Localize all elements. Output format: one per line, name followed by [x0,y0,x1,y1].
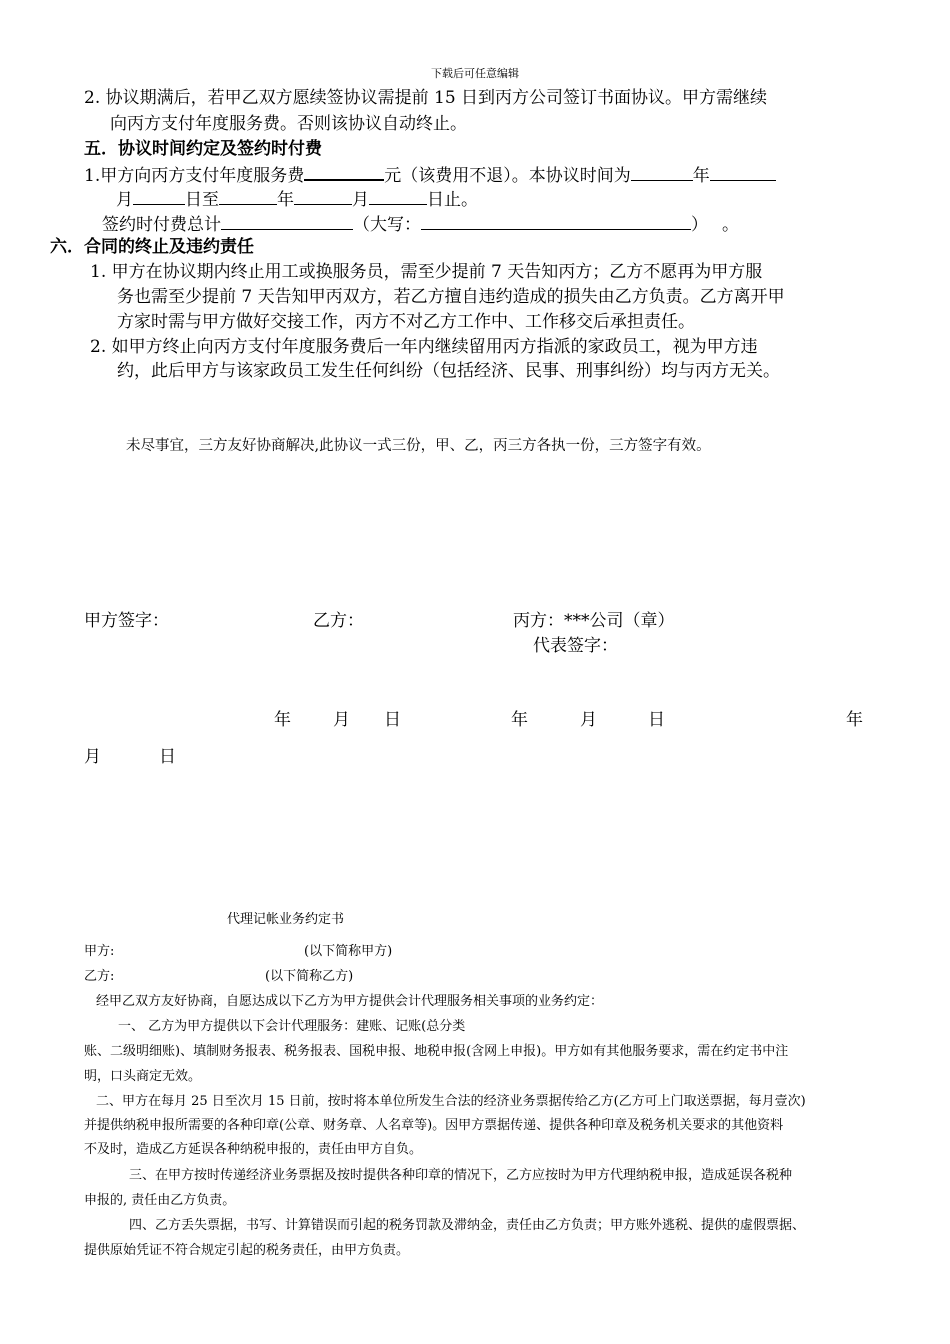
agreement2-party-a-note: (以下简称甲方) [304,944,393,959]
clause1-line1: 一、 乙方为甲方提供以下会计代理服务：建账、记账(总分类 [118,1019,466,1034]
date-b-year: 年 [511,710,528,730]
total-label: 签约时付费总计 [102,215,221,235]
section4-item2-line1: 2. 协议期满后，若甲乙双方愿续签协议需提前 15 日到丙方公司签订书面协议。甲方需继续 [84,88,768,108]
end-year-label: 年 [277,190,294,210]
section6-item1-line1: 1. 甲方在协议期内终止用工或换服务员，需至少提前 7 天告知丙方；乙方不愿再为甲方服 [90,262,763,282]
page-header: 下载后可任意编辑 [431,67,519,80]
clause3-line2: 申报的, 责任由乙方负责。 [84,1193,236,1208]
start-day-blank [133,190,185,205]
party-b-signature: 乙方： [313,611,364,631]
section6-item1-line3: 方家时需与甲方做好交接工作，丙方不对乙方工作中、工作移交后承担责任。 [117,312,695,332]
end-month-blank [294,190,352,205]
clause4-line1: 四、乙方丢失票据，书写、计算错误而引起的税务罚款及滞纳金，责任由乙方负责；甲方账外逃税、提供的虚假票据、 [129,1218,806,1233]
end-year-blank [219,190,277,205]
clause2-line1: 二、甲方在每月 25 日至次月 15 日前，按时将本单位所发生合法的经济业务票据传给乙方(乙方可上门取送票据，每月壹次) [96,1094,806,1109]
date-c-day: 日 [159,747,176,767]
agreement2-intro: 经甲乙双方友好协商，自愿达成以下乙方为甲方提供会计代理服务相关事项的业务约定： [96,994,604,1009]
clause1-line2: 账、二级明细账)、填制财务报表、税务报表、国税申报、地税申报(含网上申报)。甲方如有其他服务要求，需在约定书中注 [84,1044,789,1059]
date-c-month: 月 [84,747,101,767]
date-a-year: 年 [274,710,291,730]
date-c-year: 年 [846,710,863,730]
capital-label: （大写： [353,215,421,235]
clause3-line1: 三、在甲方按时传递经济业务票据及按时提供各种印章的情况下，乙方应按时为甲方代理纳税申报，造成延误各税种 [129,1168,793,1183]
agreement2-title: 代理记帐业务约定书 [227,912,345,927]
party-c-signature: 丙方：***公司（章） [513,611,675,631]
section5-line3 [102,215,739,234]
fee-blank [304,165,384,181]
date-b-month: 月 [580,710,597,730]
clause2-line2: 并提供纳税申报所需要的各种印章(公章、财务章、人名章等)。因甲方票据传递、提供各种印章及税务机关要求的其他资料 [84,1118,784,1133]
representative-signature: 代表签字： [533,636,618,656]
section5-line2 [116,190,478,209]
section6-title: 六．合同的终止及违约责任 [50,237,254,257]
fee-label: 1.甲方向丙方支付年度服务费 [84,166,305,186]
closing-text: 未尽事宜，三方友好协商解决,此协议一式三份，甲、乙，丙三方各执一份，三方签字有效。 [126,438,711,454]
end-day-blank [369,190,427,205]
start-year-blank [631,166,693,181]
clause1-line3: 明，口头商定无效。 [84,1069,202,1084]
section6-item2-line2: 约，此后甲方与该家政员工发生任何纠纷（包括经济、民事、刑事纠纷）均与丙方无关。 [117,361,780,381]
end-month-label: 月 [352,190,369,210]
agreement2-party-a-label: 甲方: [84,944,115,959]
capital-close: ） [691,215,708,235]
section4-item2-line2: 向丙方支付年度服务费。否则该协议自动终止。 [110,114,467,134]
date-b-day: 日 [648,710,665,730]
end-label: 日止。 [427,190,478,210]
period: 。 [722,215,739,235]
agreement2-party-b-label: 乙方: [84,969,115,984]
total-blank [221,215,353,230]
party-a-signature: 甲方签字： [84,611,169,631]
capital-blank [421,215,691,230]
start-month-blank [710,166,776,181]
date-a-month: 月 [333,710,350,730]
to-label: 日至 [185,190,219,210]
date-a-day: 日 [384,710,401,730]
clause2-line3: 不及时，造成乙方延误各种纳税申报的，责任由甲方自负。 [84,1142,423,1157]
section5-line1 [84,165,776,185]
year-label: 年 [692,166,710,186]
fee-note: 元（该费用不退）。本协议时间为 [384,166,631,186]
section6-item1-line2: 务也需至少提前 7 天告知甲丙双方，若乙方擅自违约造成的损失由乙方负责。乙方离开甲 [117,287,785,307]
agreement2-party-b-note: (以下简称乙方) [265,969,354,984]
section5-title: 五．协议时间约定及签约时付费 [84,139,322,159]
clause4-line2: 提供原始凭证不符合规定引起的税务责任，由甲方负责。 [84,1243,410,1258]
section6-item2-line1: 2. 如甲方终止向丙方支付年度服务费后一年内继续留用丙方指派的家政员工，视为甲方违 [90,337,758,357]
month-label: 月 [116,190,133,210]
